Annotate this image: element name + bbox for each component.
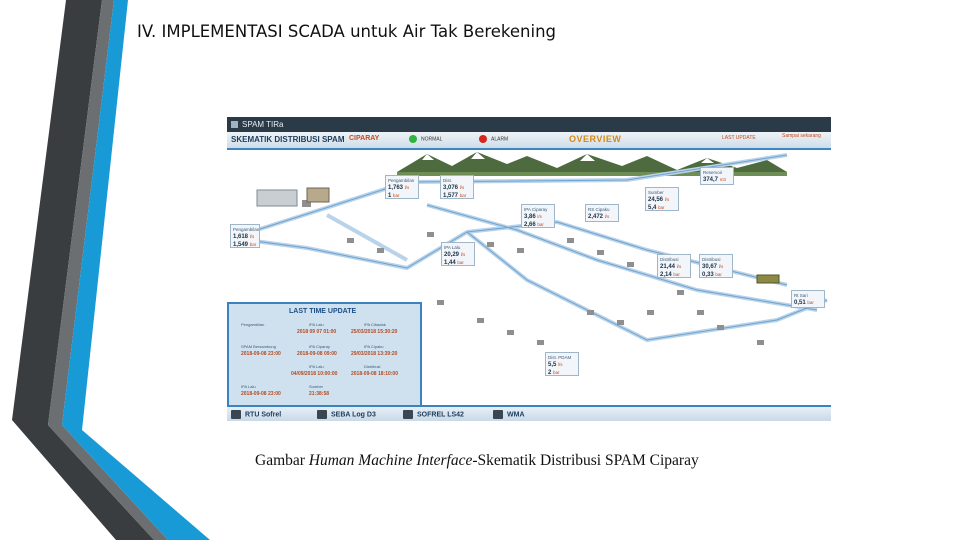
update-label: Sumber [309, 384, 324, 389]
hmi-header [227, 132, 831, 150]
footer-seba-log[interactable]: SEBA Log D3 [317, 410, 376, 419]
station-pengambilan-1[interactable]: Pengambilan 1,618 l/s 1,549 bar [230, 224, 260, 248]
update-label: IPA Lalu [309, 322, 324, 327]
caption-italic: Human Machine Interface [308, 452, 473, 469]
station-pengambilan-2[interactable]: Pengambilan 1,763 l/s 1 bar [385, 175, 419, 199]
indicator-alarm[interactable]: ALARM [479, 135, 508, 143]
red-alarm-icon [479, 135, 487, 143]
hmi-header-title: SKEMATIK DISTRIBUSI SPAM [231, 135, 345, 144]
hmi-footer [227, 405, 831, 421]
last-update-heading: LAST TIME UPDATE [289, 308, 357, 315]
station-distribusi-3[interactable]: Distribusi 30,67 l/s 0,33 bar [699, 254, 733, 278]
green-status-icon [409, 135, 417, 143]
indicator-normal[interactable]: NORMAL [409, 135, 442, 143]
update-value: 2018 09 07 01:00 [297, 329, 337, 335]
station-ipa-lalu[interactable]: IPA Lalu 20,29 l/s 1,44 bar [441, 242, 475, 266]
station-reservoir[interactable]: Reservoir 374,7 m3 [700, 167, 734, 185]
update-label: IPA Cibadak [364, 322, 386, 327]
logger-device-icon [317, 410, 327, 419]
update-label: IPA Ciparay [309, 344, 330, 349]
update-value: 2018-09-08 23:00 [241, 391, 281, 397]
update-value: 29/03/2018 13:39:20 [351, 351, 398, 357]
meter-device-icon [493, 410, 503, 419]
figure-caption [255, 452, 699, 470]
header-since: Sampai sekarang [782, 133, 821, 139]
update-value: 2018-09-08 09:00 [297, 351, 337, 357]
hmi-window-titlebar [227, 117, 831, 132]
hmi-screenshot [227, 117, 831, 421]
update-value: 25/03/2018 15:30:20 [351, 329, 398, 335]
footer-sofrel-ls42[interactable]: SOFREL LS42 [403, 410, 464, 419]
update-label: SPAM Bersambung [241, 344, 276, 349]
update-value: 2018-09-08 23:00 [241, 351, 281, 357]
station-sumber[interactable]: Sumber 24,56 l/s 5,4 bar [645, 187, 679, 211]
footer-rtu-sofrel[interactable]: RTU Sofrel [231, 410, 281, 419]
sensor-device-icon [403, 410, 413, 419]
rtu-device-icon [231, 410, 241, 419]
update-value: 21:38:58 [309, 391, 330, 397]
overview-button[interactable]: OVERVIEW [569, 134, 622, 144]
station-ipa-ciparay[interactable]: IPA Ciparay 3,86 l/s 2,66 bar [521, 204, 555, 228]
update-value: 04/09/2018 10:00:00 [291, 371, 338, 377]
footer-wma[interactable]: WMA [493, 410, 525, 419]
slide-title: IV. IMPLEMENTASI SCADA untuk Air Tak Berekening [137, 22, 557, 41]
hmi-header-location: CIPARAY [349, 135, 380, 142]
caption-prefix: Gambar [255, 452, 309, 469]
update-value: 2018-09-08 18:10:00 [351, 371, 398, 377]
caption-suffix: -Skematik Distribusi SPAM Ciparay [472, 452, 699, 469]
update-label: IPA Lalu [241, 384, 256, 389]
station-dist-pdam[interactable]: Dist. PDAM 5,5 l/s 2 bar [545, 352, 579, 376]
hmi-window-title: SPAM TIRa [242, 120, 284, 129]
update-label: Pengambilan [241, 322, 265, 327]
station-rs-cipaku[interactable]: RS Cipaku 2,472 l/s [585, 204, 619, 222]
station-distribusi-1[interactable]: Dist. 3,076 l/s 1,577 bar [440, 175, 474, 199]
station-rt-sari[interactable]: Rt Sari 0,51 bar [791, 290, 825, 308]
last-update-panel [227, 302, 422, 412]
app-icon [231, 121, 238, 128]
station-distribusi-2[interactable]: Distribusi 21,44 l/s 2,14 bar [657, 254, 691, 278]
update-label: Distribusi [364, 364, 381, 369]
update-label: IPA Lalu [309, 364, 324, 369]
header-last-update: LAST UPDATE [722, 135, 756, 141]
update-label: IPA Cipaku [364, 344, 384, 349]
